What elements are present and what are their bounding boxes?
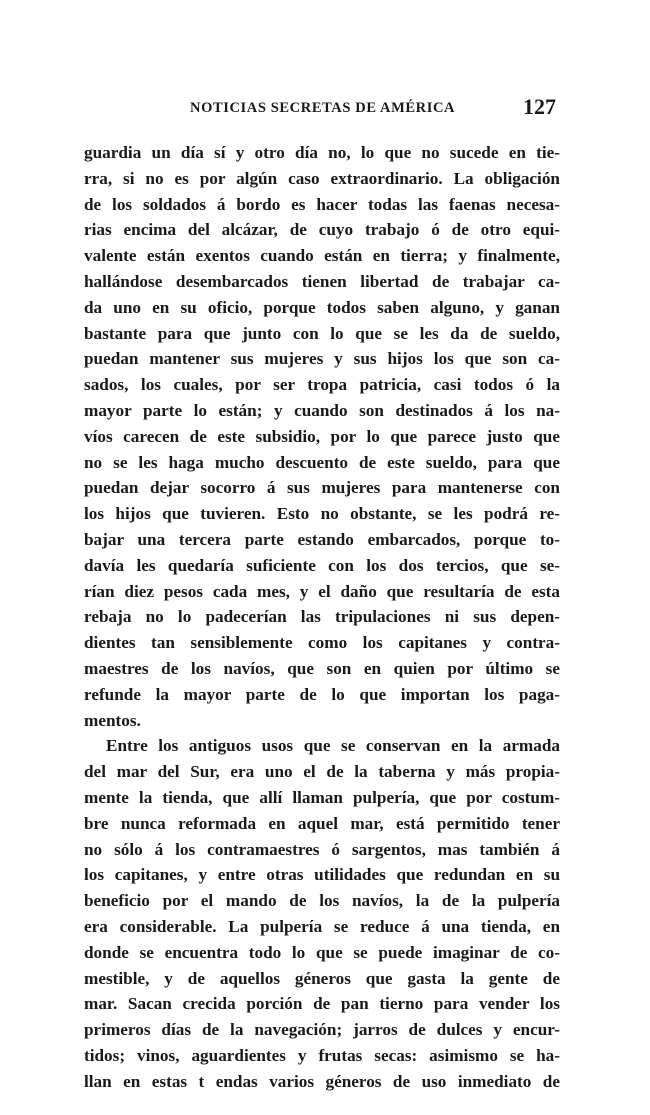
text-line: rebaja no lo padecerían las tripulaciones ni sus depen- (84, 607, 560, 627)
text-line: sados, los cuales, por ser tropa patricia, casi todos ó la (84, 375, 560, 395)
text-line: mestible, y de aquellos géneros que gasta la gente de (84, 968, 560, 988)
text-line: refunde la mayor parte de lo que importan los paga- (84, 684, 560, 704)
text-line: rían diez pesos cada mes, y el daño que resultaría de esta (84, 581, 560, 601)
text-line: da uno en su oficio, porque todos saben alguno, y ganan (84, 297, 560, 317)
text-line: maestres de los navíos, que son en quien por último se (84, 658, 560, 678)
running-header (84, 94, 560, 122)
text-line: mente la tienda, que allí llaman pulpería, que por costum- (84, 787, 560, 807)
text-line: primeros días de la navegación; jarros de dulces y encur- (84, 1020, 560, 1040)
text-line: rias encima del alcázar, de cuyo trabajo ó de otro equi- (84, 220, 560, 240)
text-line: de los soldados á bordo es hacer todas las faenas necesa- (84, 194, 560, 214)
paragraph-1 (84, 140, 560, 733)
text-line: puedan dejar socorro á sus mujeres para mantenerse con (84, 478, 560, 498)
text-line: beneficio por el mando de los navíos, la de la pulpería (84, 891, 560, 911)
running-title: NOTICIAS SECRETAS DE AMÉRICA (190, 100, 456, 116)
text-line: tidos; vinos, aguardientes y frutas secas: asimismo se ha- (84, 1045, 560, 1065)
text-line: mar. Sacan crecida porción de pan tierno para vender los (84, 994, 560, 1014)
text-line: bajar una tercera parte estando embarcados, porque to- (84, 529, 560, 549)
text-line: puedan mantener sus mujeres y sus hijos los que son ca- (84, 349, 560, 369)
text-line: los hijos que tuvieren. Esto no obstante, se les podrá re- (84, 504, 560, 524)
text-line: valente están exentos cuando están en tierra; y finalmente, (84, 246, 560, 266)
text-line: bre nunca reformada en aquel mar, está permitido tener (84, 813, 560, 833)
text-line: guardia un día sí y otro día no, lo que no sucede en tie- (84, 143, 560, 162)
text-line: del mar del Sur, era uno el de la taberna y más propia- (84, 762, 560, 782)
text-line: davía les quedaría suficiente con los dos tercios, que se- (84, 555, 560, 575)
text-line: donde se encuentra todo lo que se puede imaginar de co- (84, 942, 560, 962)
text-line: los capitanes, y entre otras utilidades que redundan en su (84, 865, 560, 885)
body-text (84, 140, 560, 1094)
page-number: 127 (523, 94, 556, 119)
text-line: bastante para que junto con lo que se les da de sueldo, (84, 323, 560, 343)
text-line: mayor parte lo están; y cuando son destinados á los na- (84, 400, 560, 420)
text-line: no se les haga mucho descuento de este sueldo, para que (84, 452, 560, 472)
text-line: era considerable. La pulpería se reduce á una tienda, en (84, 916, 560, 936)
paragraph-2 (84, 733, 560, 1094)
text-line: no sólo á los contramaestres ó sargentos, mas también á (84, 839, 560, 859)
text-line: hallándose desembarcados tienen libertad de trabajar ca- (84, 271, 560, 291)
text-line: llan en estas t endas varios géneros de uso inmediato de (84, 1071, 560, 1091)
text-line: Entre los antiguos usos que se conservan en la armada (106, 736, 560, 756)
text-line: víos carecen de este subsidio, por lo que parece justo que (84, 426, 560, 446)
text-line: dientes tan sensiblemente como los capitanes y contra- (84, 633, 560, 653)
text-line: rra, si no es por algún caso extraordinario. La obligación (84, 168, 560, 188)
text-line: mentos. (84, 710, 141, 730)
